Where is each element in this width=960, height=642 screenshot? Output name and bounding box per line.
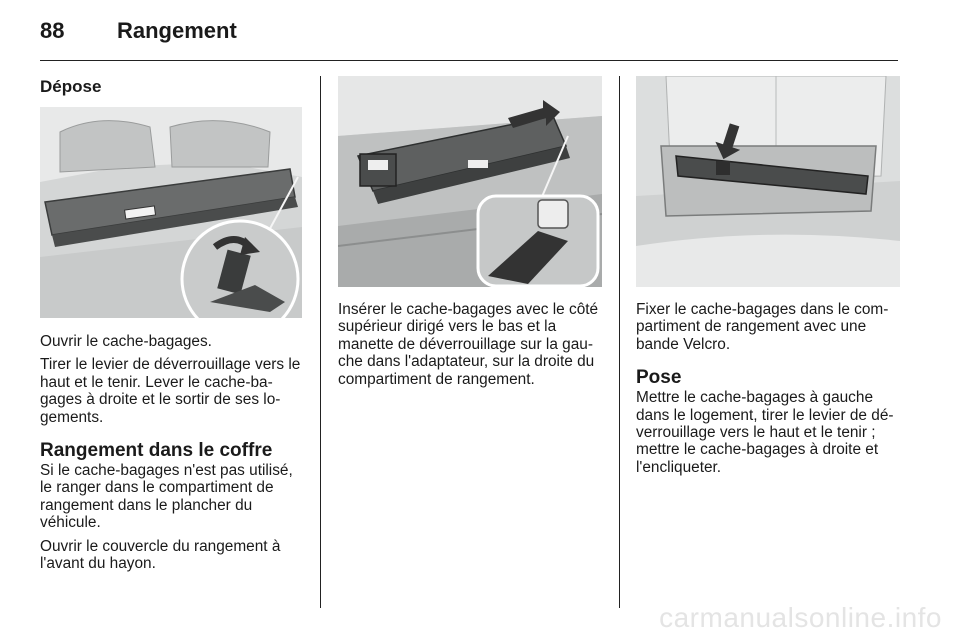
heading-pose: Pose bbox=[636, 367, 682, 389]
paragraph-install: Mettre le cache-bagages à gauche dans le logement, tirer le levier de dé-verrouillage vers le haut et le tenir ; mettre le cache-bagages à droite et l'encliqueter. bbox=[636, 389, 894, 476]
column-2-text bbox=[338, 301, 602, 388]
illustration-velcro-storage bbox=[636, 76, 900, 287]
paragraph-open-cover: Ouvrir le cache-bagages. bbox=[40, 333, 212, 350]
paragraph-release-lever: Tirer le levier de déverrouillage vers le haut et le tenir. Lever le cache-ba-gages à droite et le sortir de ses lo-gements. bbox=[40, 356, 301, 426]
illustration-cargo-cover-removal bbox=[40, 107, 302, 318]
header-rule bbox=[40, 60, 898, 61]
illustration-insert-cover bbox=[338, 76, 602, 287]
paragraph-open-lid: Ouvrir le couvercle du rangement à l'avant du hayon. bbox=[40, 537, 281, 573]
column-1-text bbox=[40, 333, 306, 572]
paragraph-store-unused: Si le cache-bagages n'est pas utilisé, le ranger dans le compartiment de rangement dans le plancher du véhicule. bbox=[40, 462, 293, 532]
paragraph-insert-cover: Insérer le cache-bagages avec le côté supérieur dirigé vers le bas et la manette de déverrouillage sur la gau-che dans l'adaptateur, sur la droite du compartiment de rangement. bbox=[338, 301, 599, 388]
column-divider-1 bbox=[320, 76, 321, 608]
column-divider-2 bbox=[619, 76, 620, 608]
watermark: carmanualsonline.info bbox=[659, 602, 942, 633]
page-number: 88 bbox=[40, 18, 65, 43]
heading-depose: Dépose bbox=[40, 77, 102, 96]
column-3-text bbox=[636, 301, 902, 476]
column-1 bbox=[40, 76, 306, 98]
heading-rangement-coffre: Rangement dans le coffre bbox=[40, 440, 273, 462]
paragraph-velcro: Fixer le cache-bagages dans le com-partiment de rangement avec une bande Velcro. bbox=[636, 301, 889, 353]
page-title: Rangement bbox=[117, 18, 237, 43]
